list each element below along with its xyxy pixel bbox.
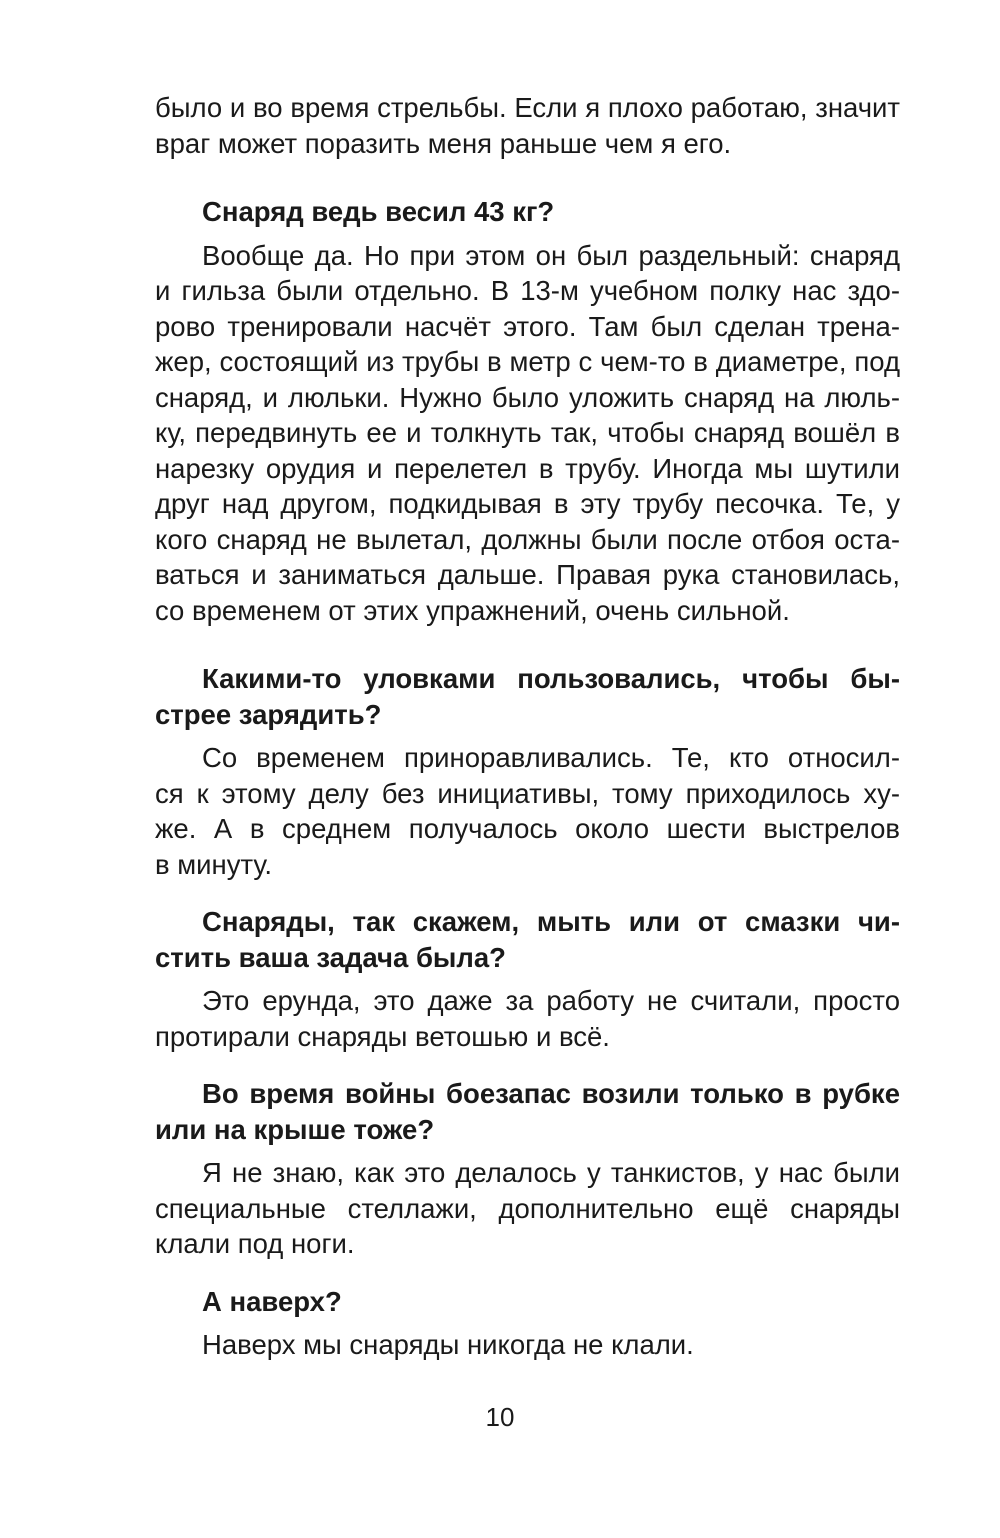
- text-line: рово тренировали насчёт этого. Там был сделан трена-: [155, 310, 900, 342]
- text-line: и гильза были отдельно. В 13-м учебном полку нас здо-: [155, 275, 900, 306]
- text-line: ку, передвинуть ее и толкнуть так, чтобы снаряд вошёл в: [155, 417, 900, 448]
- question-paragraph: [155, 1076, 900, 1147]
- text-line: Вообще да. Но при этом он был раздельный: снаряд: [202, 239, 900, 271]
- text-line: жер, состоящий из трубы в метр с чем-то в диаметре, под: [155, 346, 900, 377]
- text-line: со временем от этих упражнений, очень сильной.: [155, 594, 790, 626]
- question-line: Снаряд ведь весил 43 кг?: [202, 196, 555, 227]
- question-paragraph: [155, 904, 900, 975]
- answer-paragraph: [155, 90, 900, 161]
- text-line: Со временем приноравливались. Те, кто относил-: [202, 742, 900, 773]
- question-paragraph: [155, 1284, 900, 1320]
- question-line: Во время войны боезапас возили только в рубке: [202, 1078, 900, 1109]
- question-line: или на крыше тоже?: [155, 1113, 435, 1145]
- text-line: ся к этому делу без инициативы, тому приходилось ху-: [155, 777, 900, 809]
- text-line: в минуту.: [155, 848, 272, 880]
- answer-paragraph: [155, 983, 900, 1054]
- text-line: клали под ноги.: [155, 1228, 355, 1259]
- text-line: Это ерунда, это даже за работу не считали, просто: [202, 985, 900, 1016]
- text-line: протирали снаряды ветошью и всё.: [155, 1020, 610, 1052]
- question-line: Какими-то уловками пользовались, чтобы бы-: [202, 663, 900, 694]
- text-line: специальные стеллажи, дополнительно ещё снаряды: [155, 1192, 900, 1224]
- text-line: нарезку орудия и перелетел в трубу. Иногда мы шутили: [155, 452, 900, 484]
- text-line: враг может поразить меня раньше чем я его.: [155, 127, 732, 159]
- answer-paragraph: [155, 238, 900, 629]
- text-line: Я не знаю, как это делалось у танкистов, у нас были: [202, 1157, 900, 1188]
- text-line: друг над другом, подкидывая в эту трубу песочка. Те, у: [155, 488, 900, 519]
- question-line: А наверх?: [202, 1285, 342, 1317]
- text-line: ваться и заниматься дальше. Правая рука становилась,: [155, 559, 900, 590]
- answer-paragraph: [155, 740, 900, 882]
- question-line: стить ваша задача была?: [155, 941, 506, 973]
- question-paragraph: [155, 194, 900, 230]
- text-line: Наверх мы снаряды никогда не клали.: [202, 1329, 694, 1360]
- page-number: 10: [485, 1402, 515, 1432]
- question-line: стрее зарядить?: [155, 698, 382, 730]
- question-line: Снаряды, так скажем, мыть или от смазки чи-: [202, 906, 900, 937]
- text-line: же. А в среднем получалось около шести выстрелов: [155, 813, 900, 844]
- answer-paragraph: [155, 1327, 900, 1363]
- answer-paragraph: [155, 1155, 900, 1262]
- page-body: [155, 90, 900, 1363]
- question-paragraph: [155, 661, 900, 732]
- text-line: было и во время стрельбы. Если я плохо работаю, значит: [155, 92, 900, 123]
- text-line: снаряд, и люльки. Нужно было уложить снаряд на люль-: [155, 381, 900, 413]
- text-line: кого снаряд не вылетал, должны были после отбоя оста-: [155, 523, 900, 555]
